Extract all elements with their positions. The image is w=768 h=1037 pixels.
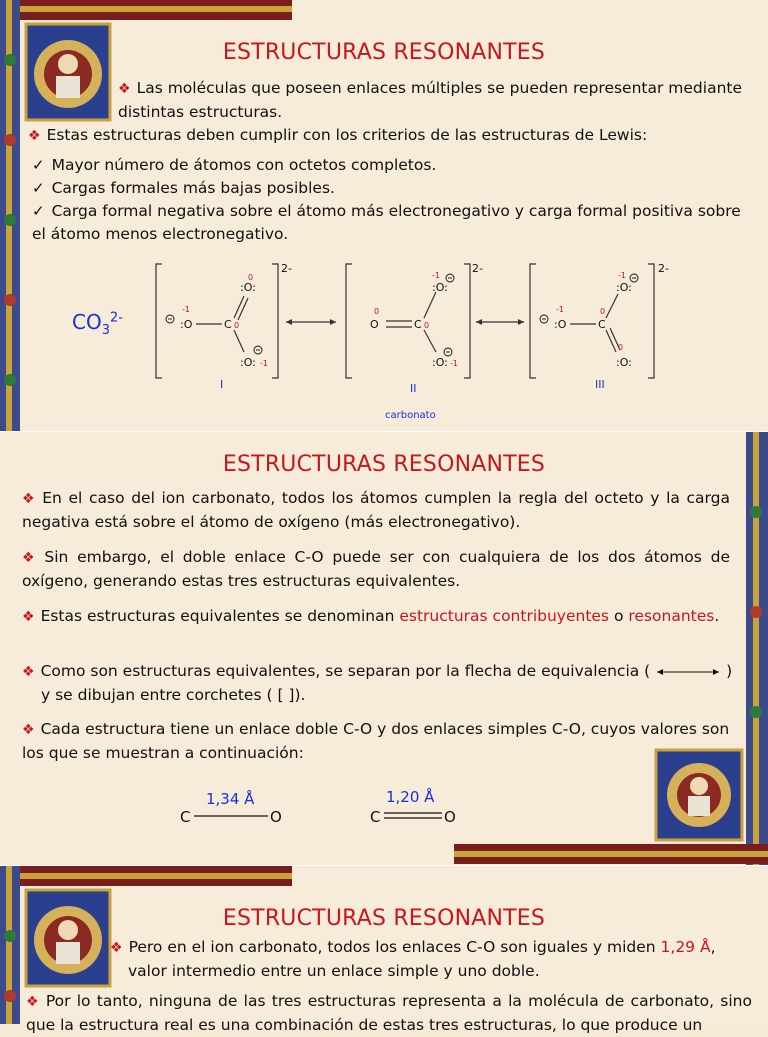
- slide-1: [0, 0, 768, 432]
- svg-text:O: O: [370, 318, 379, 331]
- check-item-charges: [32, 177, 748, 200]
- svg-text:0: 0: [600, 307, 606, 316]
- svg-text:0: 0: [234, 321, 240, 330]
- diamond-bullet-icon: ❖: [22, 664, 35, 680]
- diamond-bullet-icon: ❖: [22, 722, 35, 738]
- slide-title: ESTRUCTURAS RESONANTES: [222, 40, 546, 65]
- charge-label: 2-: [658, 262, 669, 275]
- bullet-text: ): [726, 662, 733, 680]
- check-item-octets: [32, 154, 748, 177]
- charge-label: 2-: [281, 262, 292, 275]
- svg-text:-1: -1: [618, 271, 626, 280]
- svg-text:-1: -1: [556, 305, 564, 314]
- svg-text::O: :O: [554, 318, 567, 331]
- bullet-contributing-structures: [22, 605, 730, 629]
- bullet-real-structure: [26, 990, 752, 1037]
- highlight-term: resonantes: [628, 607, 715, 625]
- structure-label-i: I: [220, 378, 224, 391]
- check-text: Cargas formales más bajas posibles.: [51, 179, 335, 197]
- bullet-text: Estas estructuras deben cumplir con los criterios de las estructuras de Lewis:: [46, 126, 648, 144]
- bullet-text: o: [613, 607, 624, 625]
- structure-label-iii: III: [595, 378, 605, 391]
- bullet-equivalence-arrow: [22, 660, 742, 684]
- checkmark-icon: ✓: [32, 179, 45, 197]
- bullet-text: .: [714, 607, 720, 625]
- svg-text:-1: -1: [432, 271, 440, 280]
- bullet-text: Por lo tanto, ninguna de las tres estructuras representa a la molécula de carbonato, sino que la estructura real es una combinación de estas tres estructuras, lo que produce un: [26, 992, 752, 1034]
- slide-title: ESTRUCTURAS RESONANTES: [222, 452, 546, 477]
- bullet-text: Sin embargo, el doble enlace C-O puede ser con cualquiera de los dos átomos de oxígeno, generando estas tres estructuras equivalentes.: [22, 548, 730, 590]
- bond-length-diagram: [176, 784, 466, 834]
- svg-text::O:: :O:: [432, 281, 448, 294]
- svg-text:C: C: [224, 318, 232, 331]
- diamond-bullet-icon: ❖: [22, 609, 35, 625]
- illuminated-initial-image: [26, 890, 110, 986]
- bullet-text: ,: [710, 938, 716, 956]
- bullet-equivalence-brackets: y se dibujan entre corchetes ( [ ]).: [41, 686, 306, 704]
- double-bond-oxygen: O: [444, 808, 456, 826]
- check-text: Mayor número de átomos con octetos completos.: [51, 156, 437, 174]
- charge-label: 2-: [472, 262, 483, 275]
- bullet-text: Estas estructuras equivalentes se denominan: [40, 607, 395, 625]
- diamond-bullet-icon: ❖: [22, 550, 39, 566]
- illuminated-initial-image: [26, 24, 110, 120]
- bullet-double-bond: [22, 546, 730, 593]
- bullet-text: Las moléculas que poseen enlaces múltiples se pueden representar mediante distintas estructuras.: [118, 79, 743, 121]
- svg-text::O:: :O:: [240, 356, 256, 369]
- bullet-equal-bonds: [110, 936, 750, 960]
- svg-text:C: C: [414, 318, 422, 331]
- diamond-bullet-icon: ❖: [118, 81, 131, 97]
- single-bond-carbon: C: [180, 808, 191, 826]
- check-item-electronegativity: [32, 200, 748, 246]
- formula-base: CO: [72, 310, 102, 334]
- bullet-multiple-bonds: [118, 77, 748, 124]
- bullet-carbonate-octet: [22, 487, 730, 534]
- double-bond-carbon: C: [370, 808, 381, 826]
- svg-text:0: 0: [424, 321, 430, 330]
- svg-text:0: 0: [248, 273, 254, 282]
- diamond-bullet-icon: ❖: [28, 128, 41, 144]
- formula-subscript: 3: [101, 323, 110, 338]
- carbonate-formula: [72, 310, 123, 338]
- formula-superscript: 2-: [110, 310, 123, 326]
- svg-text:-1: -1: [182, 305, 190, 314]
- checkmark-icon: ✓: [32, 156, 45, 174]
- svg-text::O: :O: [180, 318, 193, 331]
- carbonate-caption: carbonato: [385, 410, 436, 421]
- svg-text:C: C: [598, 318, 606, 331]
- bullet-text: Como son estructuras equivalentes, se separan por la flecha de equivalencia (: [40, 662, 651, 680]
- svg-text:-1: -1: [260, 359, 268, 368]
- double-bond-length: 1,20 Å: [386, 788, 435, 806]
- checkmark-icon: ✓: [32, 202, 45, 220]
- highlight-value: 1,29 Å: [660, 938, 711, 956]
- svg-text::O:: :O:: [616, 281, 632, 294]
- illuminated-border-decoration: [740, 432, 768, 866]
- diamond-bullet-icon: ❖: [110, 940, 123, 956]
- slide-2: [0, 432, 768, 866]
- svg-text::O:: :O:: [432, 356, 448, 369]
- highlight-term: estructuras contribuyentes: [399, 607, 610, 625]
- equivalence-arrow-icon: [655, 667, 721, 677]
- svg-text:0: 0: [618, 343, 624, 352]
- bullet-text: Pero en el ion carbonato, todos los enlaces C-O son iguales y miden: [128, 938, 656, 956]
- svg-text:-1: -1: [450, 359, 458, 368]
- bullet-intermediate-value: valor intermedio entre un enlace simple y uno doble.: [128, 962, 540, 980]
- single-bond-length: 1,34 Å: [206, 790, 255, 808]
- check-text: Carga formal negativa sobre el átomo más electronegativo y carga formal positiva sobre el átomo menos electronegativo.: [32, 202, 741, 243]
- structure-label-ii: II: [410, 382, 417, 395]
- bullet-lewis-criteria: [28, 124, 748, 148]
- slide-title: ESTRUCTURAS RESONANTES: [222, 906, 546, 931]
- svg-text:0: 0: [374, 307, 380, 316]
- diamond-bullet-icon: ❖: [26, 994, 40, 1010]
- illuminated-border-decoration: [454, 842, 768, 866]
- bullet-text: En el caso del ion carbonato, todos los átomos cumplen la regla del octeto y la carga negativa está sobre el átomo de oxígeno (más electronegativo).: [22, 489, 730, 531]
- resonance-structures-diagram: [140, 258, 700, 426]
- svg-text::O:: :O:: [240, 281, 256, 294]
- bullet-bond-values: [22, 718, 732, 765]
- diamond-bullet-icon: ❖: [22, 491, 37, 507]
- slide-3: [0, 866, 768, 1034]
- bullet-text: Cada estructura tiene un enlace doble C-O y dos enlaces simples C-O, cuyos valores son los que se muestran a continuación:: [22, 720, 730, 762]
- single-bond-oxygen: O: [270, 808, 282, 826]
- svg-text::O:: :O:: [616, 356, 632, 369]
